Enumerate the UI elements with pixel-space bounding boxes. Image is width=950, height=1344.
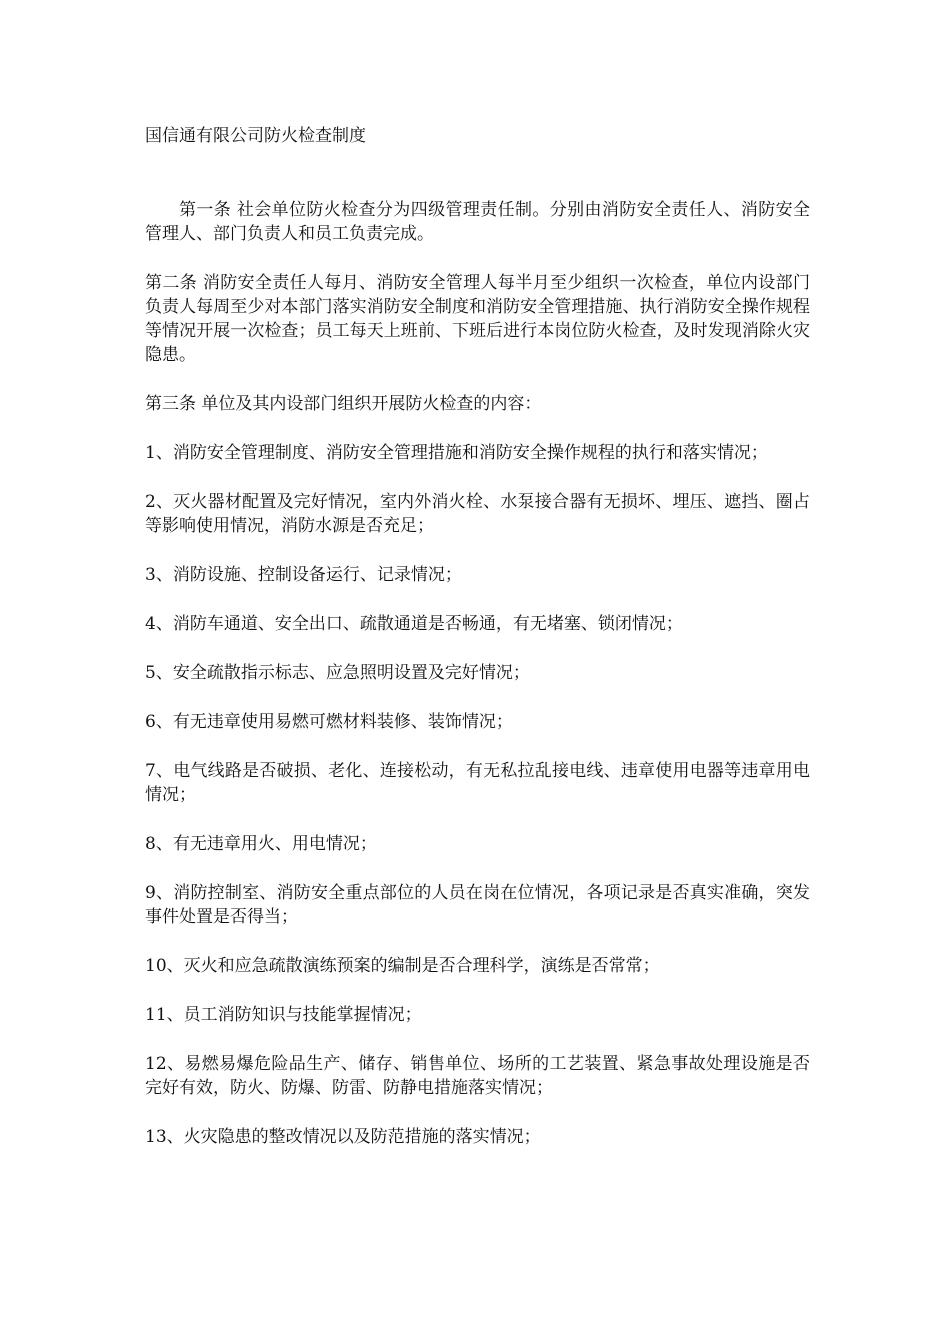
article-1: 第一条 社会单位防火检查分为四级管理责任制。分别由消防安全责任人、消防安全管理人、部门负责人和员工负责完成。 (145, 200, 810, 244)
article-3: 第三条 单位及其内设部门组织开展防火检查的内容： (145, 394, 542, 414)
list-item: 3、消防设施、控制设备运行、记录情况； (145, 565, 462, 585)
list-item: 6、有无违章使用易燃可燃材料装修、装饰情况； (145, 712, 513, 732)
list-item: 4、消防车通道、安全出口、疏散通道是否畅通，有无堵塞、锁闭情况； (145, 614, 683, 634)
list-item: 13、火灾隐患的整改情况以及防范措施的落实情况； (145, 1127, 541, 1147)
article-2: 第二条 消防安全责任人每月、消防安全管理人每半月至少组织一次检查，单位内设部门负责人每周至少对本部门落实消防安全制度和消防安全管理措施、执行消防安全操作规程等情况开展一次检查；员工每天上班前、下班后进行本岗位防火检查，及时发现消除火灾隐患。 (145, 273, 810, 365)
list-item: 5、安全疏散指示标志、应急照明设置及完好情况； (145, 663, 530, 683)
list-item: 7、电气线路是否破损、老化、连接松动，有无私拉乱接电线、违章使用电器等违章用电情况； (145, 761, 810, 805)
list-item: 9、消防控制室、消防安全重点部位的人员在岗在位情况，各项记录是否真实准确，突发事件处置是否得当； (145, 883, 810, 927)
document-title: 国信通有限公司防火检查制度 (145, 126, 366, 146)
list-item: 2、灭火器材配置及完好情况，室内外消火栓、水泵接合器有无损坏、埋压、遮挡、圈占等影响使用情况，消防水源是否充足； (145, 492, 810, 536)
list-item: 11、员工消防知识与技能掌握情况； (145, 1005, 422, 1025)
list-item: 10、灭火和应急疏散演练预案的编制是否合理科学，演练是否常常； (145, 956, 660, 976)
list-item: 12、易燃易爆危险品生产、储存、销售单位、场所的工艺装置、紧急事故处理设施是否完好有效，防火、防爆、防雷、防静电措施落实情况； (145, 1054, 810, 1098)
document-body (145, 124, 810, 1174)
list-item: 1、消防安全管理制度、消防安全管理措施和消防安全操作规程的执行和落实情况； (145, 443, 768, 463)
list-item: 8、有无违章用火、用电情况； (145, 834, 377, 854)
